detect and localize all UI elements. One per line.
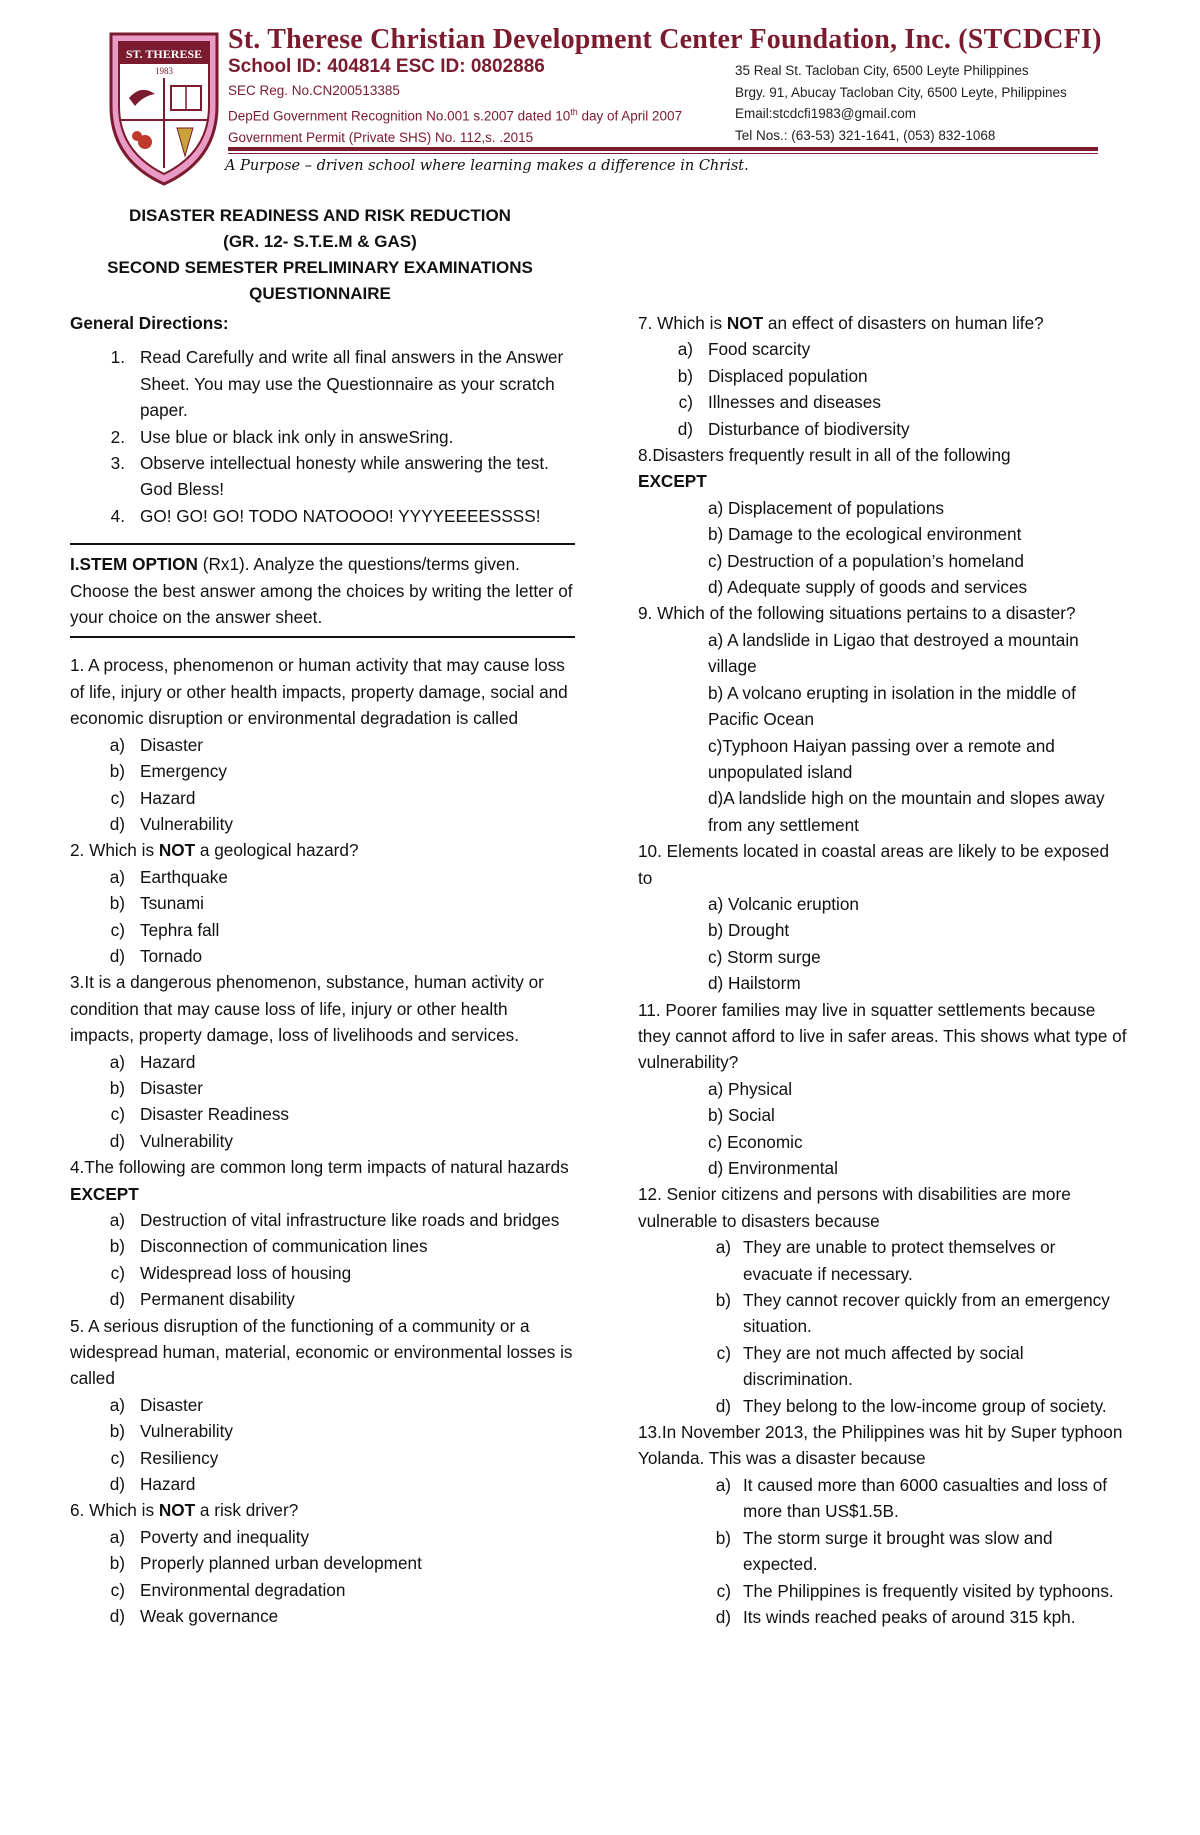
option-item: b) Disaster [109,1077,204,1098]
option-item: a) Earthquake [109,866,228,887]
option-item: c) Environmental degradation [110,1579,346,1600]
question-6: 6. Which is NOT a risk driver? [70,1500,299,1521]
question-1: 1. A process, phenomenon or human activity that may cause loss of life, injury or other health impacts, property damage, social and economic disruption or environmental degradation is called [70,655,568,729]
option-item: c) The Philippines is frequently visited by typhoons. [716,1580,1114,1601]
question-9: 9. Which of the following situations pertains to a disaster? [638,603,1076,624]
option-item: d)A landslide high on the mountain and slopes away from any settlement [708,788,1105,835]
question-11: 11. Poorer families may live in squatter settlements because they cannot afford to live in safer areas. This shows what type of vulnerability? [638,999,1127,1073]
option-item: c) Illnesses and diseases [678,392,881,413]
option-item: a) Volcanic eruption [708,893,859,914]
direction-item: 3. Observe intellectual honesty while answering the test. God Bless! [110,453,549,500]
section-instructions: I.STEM OPTION (Rx1). Analyze the questions/terms given. Choose the best answer among the choices by writing the letter of your choice on the answer sheet. [70,554,573,628]
option-item: b) Vulnerability [109,1421,233,1442]
sec-reg: SEC Reg. No.CN200513385 [228,83,400,98]
school-id: School ID: 404814 ESC ID: 0802886 [228,56,545,77]
option-item: d) Weak governance [109,1606,279,1627]
direction-item: 2. Use blue or black ink only in answeSring. [110,426,454,447]
option-item: b) A volcano erupting in isolation in the middle of Pacific Ocean [708,682,1076,730]
option-item: a) Displacement of populations [708,497,944,518]
option-item: b) Drought [708,920,790,941]
option-item: d) Adequate supply of goods and services [708,577,1028,598]
option-item: c) Disaster Readiness [110,1104,290,1125]
option-item: c) They are not much affected by social discrimination. [716,1342,1024,1390]
option-item: b) Tsunami [109,893,204,914]
address-1: 35 Real St. Tacloban City, 6500 Leyte Philippines [735,63,1029,78]
option-item: d) Tornado [109,945,203,966]
exam-subject-title: DISASTER READINESS AND RISK REDUCTION [129,206,511,225]
header-right-info [735,60,1067,146]
option-item: c)Typhoon Haiyan passing over a remote and unpopulated island [708,735,1055,782]
option-item: a) Disaster [109,1394,204,1415]
header-rule [228,147,1098,151]
question-4: 4.The following are common long term impacts of natural hazards EXCEPT [70,1157,569,1204]
email: Email:stcdcfi1983@gmail.com [735,106,917,121]
option-item: d) Environmental [708,1158,838,1178]
address-2: Brgy. 91, Abucay Tacloban City, 6500 Leyte, Philippines [735,84,1067,100]
right-column [638,310,1128,1630]
question-10: 10. Elements located in coastal areas are likely to be exposed to [638,841,1110,888]
option-item: b) The storm surge it brought was slow and expected. [715,1527,1053,1575]
option-item: d) Vulnerability [109,1130,233,1151]
option-item: b) Displaced population [677,365,868,386]
header-left-info [228,80,682,148]
option-item: b) Disconnection of communication lines [109,1236,428,1257]
option-item: c) Tephra fall [110,919,220,940]
school-name: St. Therese Christian Development Center Foundation, Inc. (STCDCFI) [228,24,1102,55]
option-item: b) Emergency [109,761,227,782]
option-item: d) Hazard [109,1474,196,1495]
exam-type-title: QUESTIONNAIRE [249,284,391,303]
option-item: c) Storm surge [708,946,821,967]
deped-recognition: DepEd Government Recognition No.001 s.2007 dated 10th day of April 2007 [228,106,683,123]
option-item: c) Economic [708,1131,803,1152]
section-divider-bottom [70,636,575,638]
option-item: d) Its winds reached peaks of around 315 kph. [715,1606,1076,1627]
option-item: b) Social [708,1105,775,1126]
option-item: a) Destruction of vital infrastructure like roads and bridges [109,1210,560,1230]
header-rule-thin [228,153,1098,154]
question-8-except: EXCEPT [638,471,707,492]
school-seal-logo [105,28,223,188]
left-column [70,310,575,1630]
option-item: a) Disaster [109,734,204,755]
question-5: 5. A serious disruption of the functioning of a community or a widespread human, material, economic or environmental losses is called [70,1315,573,1389]
option-item: a) Hazard [109,1051,196,1072]
option-item: c) Destruction of a population’s homeland [708,550,1024,571]
option-item: a) Physical [708,1078,793,1099]
section-divider-top [70,543,575,545]
telephone: Tel Nos.: (63-53) 321-1641, (053) 832-1068 [735,127,996,143]
option-item: b) Properly planned urban development [109,1553,422,1574]
government-permit: Government Permit (Private SHS) No. 112,s. .2015 [228,129,534,145]
option-item: b) They cannot recover quickly from an emergency situation. [715,1290,1110,1337]
exam-grade-title: (GR. 12- S.T.E.M & GAS) [223,232,417,251]
option-item: a) A landslide in Ligao that destroyed a mountain village [708,629,1079,677]
question-3: 3.It is a dangerous phenomenon, substance, human activity or condition that may cause loss of life, injury or other health impacts, property damage, loss of livelihoods and services. [70,972,544,1046]
option-item: c) Widespread loss of housing [110,1262,352,1283]
exam-semester-title: SECOND SEMESTER PRELIMINARY EXAMINATIONS [107,258,533,277]
logo-text: ST. THERESE [125,47,203,61]
question-7: 7. Which is NOT an effect of disasters on human life? [638,313,1044,333]
option-item: a) Food scarcity [677,339,811,360]
option-item: d) Vulnerability [109,813,233,834]
option-item: c) Hazard [110,787,196,808]
logo-year: 1983 [155,66,173,76]
school-motto: A Purpose – driven school where learning makes a difference in Christ. [225,158,749,174]
direction-item: 1. Read Carefully and write all final answers in the Answer Sheet. You may use the Questionnaire as your scratch paper. [110,347,564,421]
question-8: 8.Disasters frequently result in all of the following [638,445,1011,466]
general-directions-heading: General Directions: [70,313,229,333]
option-item: d) Disturbance of biodiversity [677,418,910,439]
option-item: a) Poverty and inequality [109,1526,310,1547]
option-item: d) Hailstorm [708,973,801,994]
question-12: 12. Senior citizens and persons with disabilities are more vulnerable to disasters because [638,1184,1071,1231]
question-13: 13.In November 2013, the Philippines was hit by Super typhoon Yolanda. This was a disaster because [638,1422,1123,1469]
direction-item: 4. GO! GO! GO! TODO NATOOOO! YYYYEEEESSSS! [110,505,541,526]
option-item: d) Permanent disability [109,1289,295,1310]
option-item: a) They are unable to protect themselves or evacuate if necessary. [715,1237,1056,1284]
option-item: c) Resiliency [110,1447,219,1468]
option-item: a) It caused more than 6000 casualties and loss of more than US$1.5B. [715,1474,1108,1522]
option-item: b) Damage to the ecological environment [708,524,1022,545]
question-2: 2. Which is NOT a geological hazard? [70,840,359,861]
option-item: d) They belong to the low-income group of society. [715,1395,1107,1416]
